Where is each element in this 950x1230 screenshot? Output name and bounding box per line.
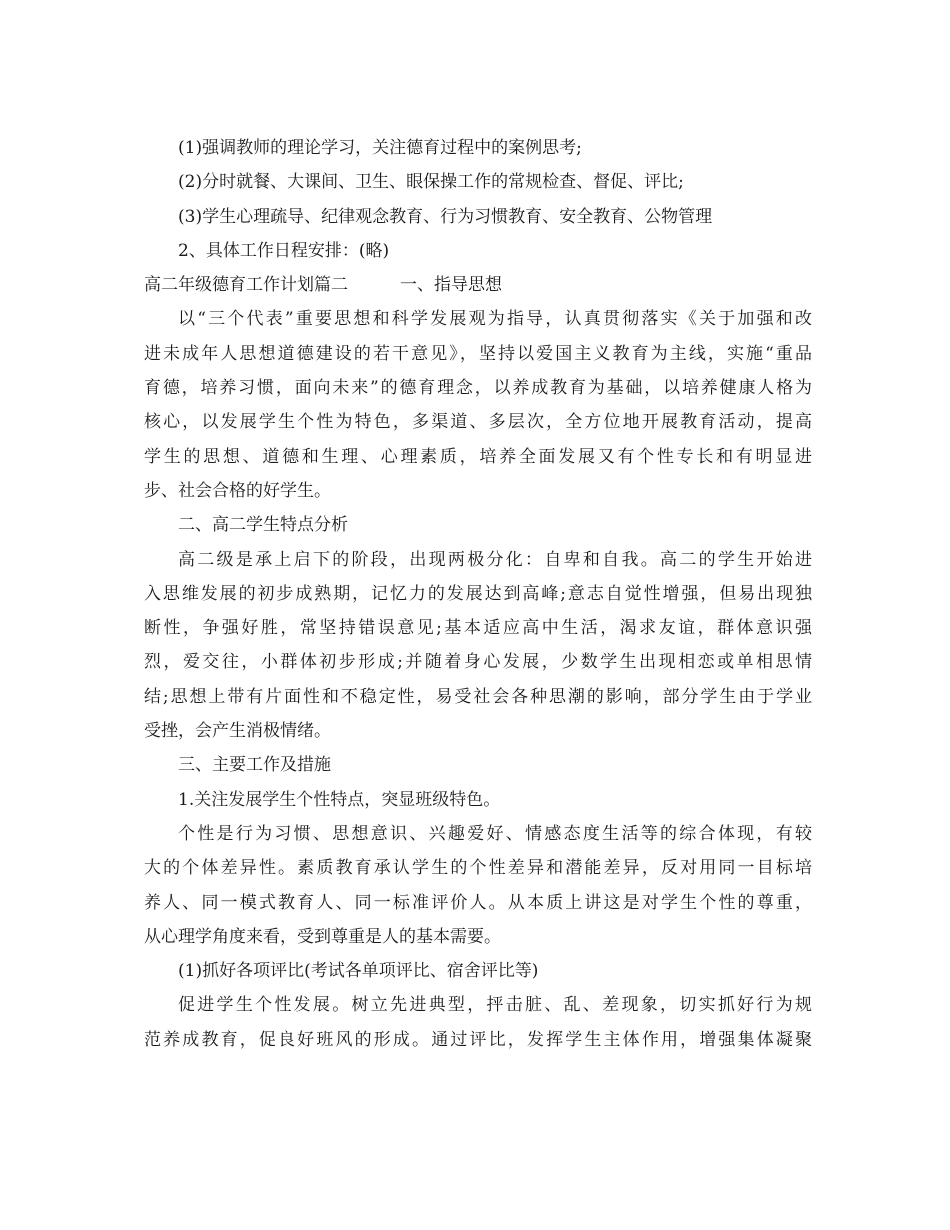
text-line: 大的个体差异性。素质教育承认学生的个性差异和潜能差异，反对用同一目标培 — [144, 858, 812, 879]
text-line: 步、社会合格的好学生。 — [144, 480, 331, 501]
text-line: 结;思想上带有片面性和不稳定性，易受社会各种思潮的影响，部分学生由于学业 — [144, 686, 812, 707]
text-line: 从心理学角度来看，受到尊重是人的基本需要。 — [144, 926, 501, 947]
text-line: 以“三个代表”重要思想和科学发展观为指导，认真贯彻落实《关于加强和改 — [178, 309, 812, 330]
text-line: (3)学生心理疏导、纪律观念教育、行为习惯教育、安全教育、公物管理 — [178, 206, 713, 227]
text-line: 1.关注发展学生个性特点，突显班级特色。 — [178, 789, 501, 810]
section-title-line — [144, 268, 812, 302]
text-line: 养人、同一模式教育人、同一标准评价人。从本质上讲这是对学生个性的尊重， — [144, 892, 812, 913]
text-line: (1)强调教师的理论学习，关注德育过程中的案例思考; — [178, 138, 582, 158]
text-line: 断性，争强好胜，常坚持错误意见;基本适应高中生活，渴求友谊，群体意识强 — [144, 618, 812, 639]
text-line: 高二级是承上启下的阶段，出现两极分化：自卑和自我。高二的学生开始进 — [178, 549, 812, 570]
subheading: 三、主要工作及措施 — [178, 755, 331, 776]
text-line: 2、具体工作日程安排：(略) — [178, 240, 390, 261]
section-title: 高二年级德育工作计划篇二 — [144, 275, 348, 296]
section-heading: 一、指导思想 — [400, 275, 502, 296]
text-line: (1)抓好各项评比(考试各单项评比、宿舍评比等) — [178, 961, 539, 982]
text-line: 核心，以发展学生个性为特色，多渠道、多层次，全方位地开展教育活动，提高 — [144, 412, 812, 433]
text-line: (2)分时就餐、大课间、卫生、眼保操工作的常规检查、督促、评比; — [178, 172, 684, 193]
text-line: 育德，培养习惯，面向未来”的德育理念，以养成教育为基础，以培养健康人格为 — [144, 378, 812, 399]
text-line: 进未成年人思想道德建设的若干意见》，坚持以爱国主义教育为主线，实施“重品 — [144, 343, 812, 364]
text-line: 受挫，会产生消极情绪。 — [144, 721, 331, 742]
text-line: 烈，爱交往，小群体初步形成;并随着身心发展，少数学生出现相恋或单相思情 — [144, 652, 812, 673]
text-line: 范养成教育，促良好班风的形成。通过评比，发挥学生主体作用，增强集体凝聚 — [144, 1029, 812, 1050]
text-line: 个性是行为习惯、思想意识、兴趣爱好、情感态度生活等的综合体现，有较 — [178, 823, 812, 844]
text-line: 入思维发展的初步成熟期，记忆力的发展达到高峰;意志自觉性增强，但易出现独 — [144, 583, 812, 604]
document-body — [144, 131, 812, 1057]
subheading: 二、高二学生特点分析 — [178, 515, 348, 536]
text-line: 学生的思想、道德和生理、心理素质，培养全面发展又有个性专长和有明显进 — [144, 446, 812, 467]
text-line: 促进学生个性发展。树立先进典型，抨击脏、乱、差现象，切实抓好行为规 — [178, 995, 812, 1016]
